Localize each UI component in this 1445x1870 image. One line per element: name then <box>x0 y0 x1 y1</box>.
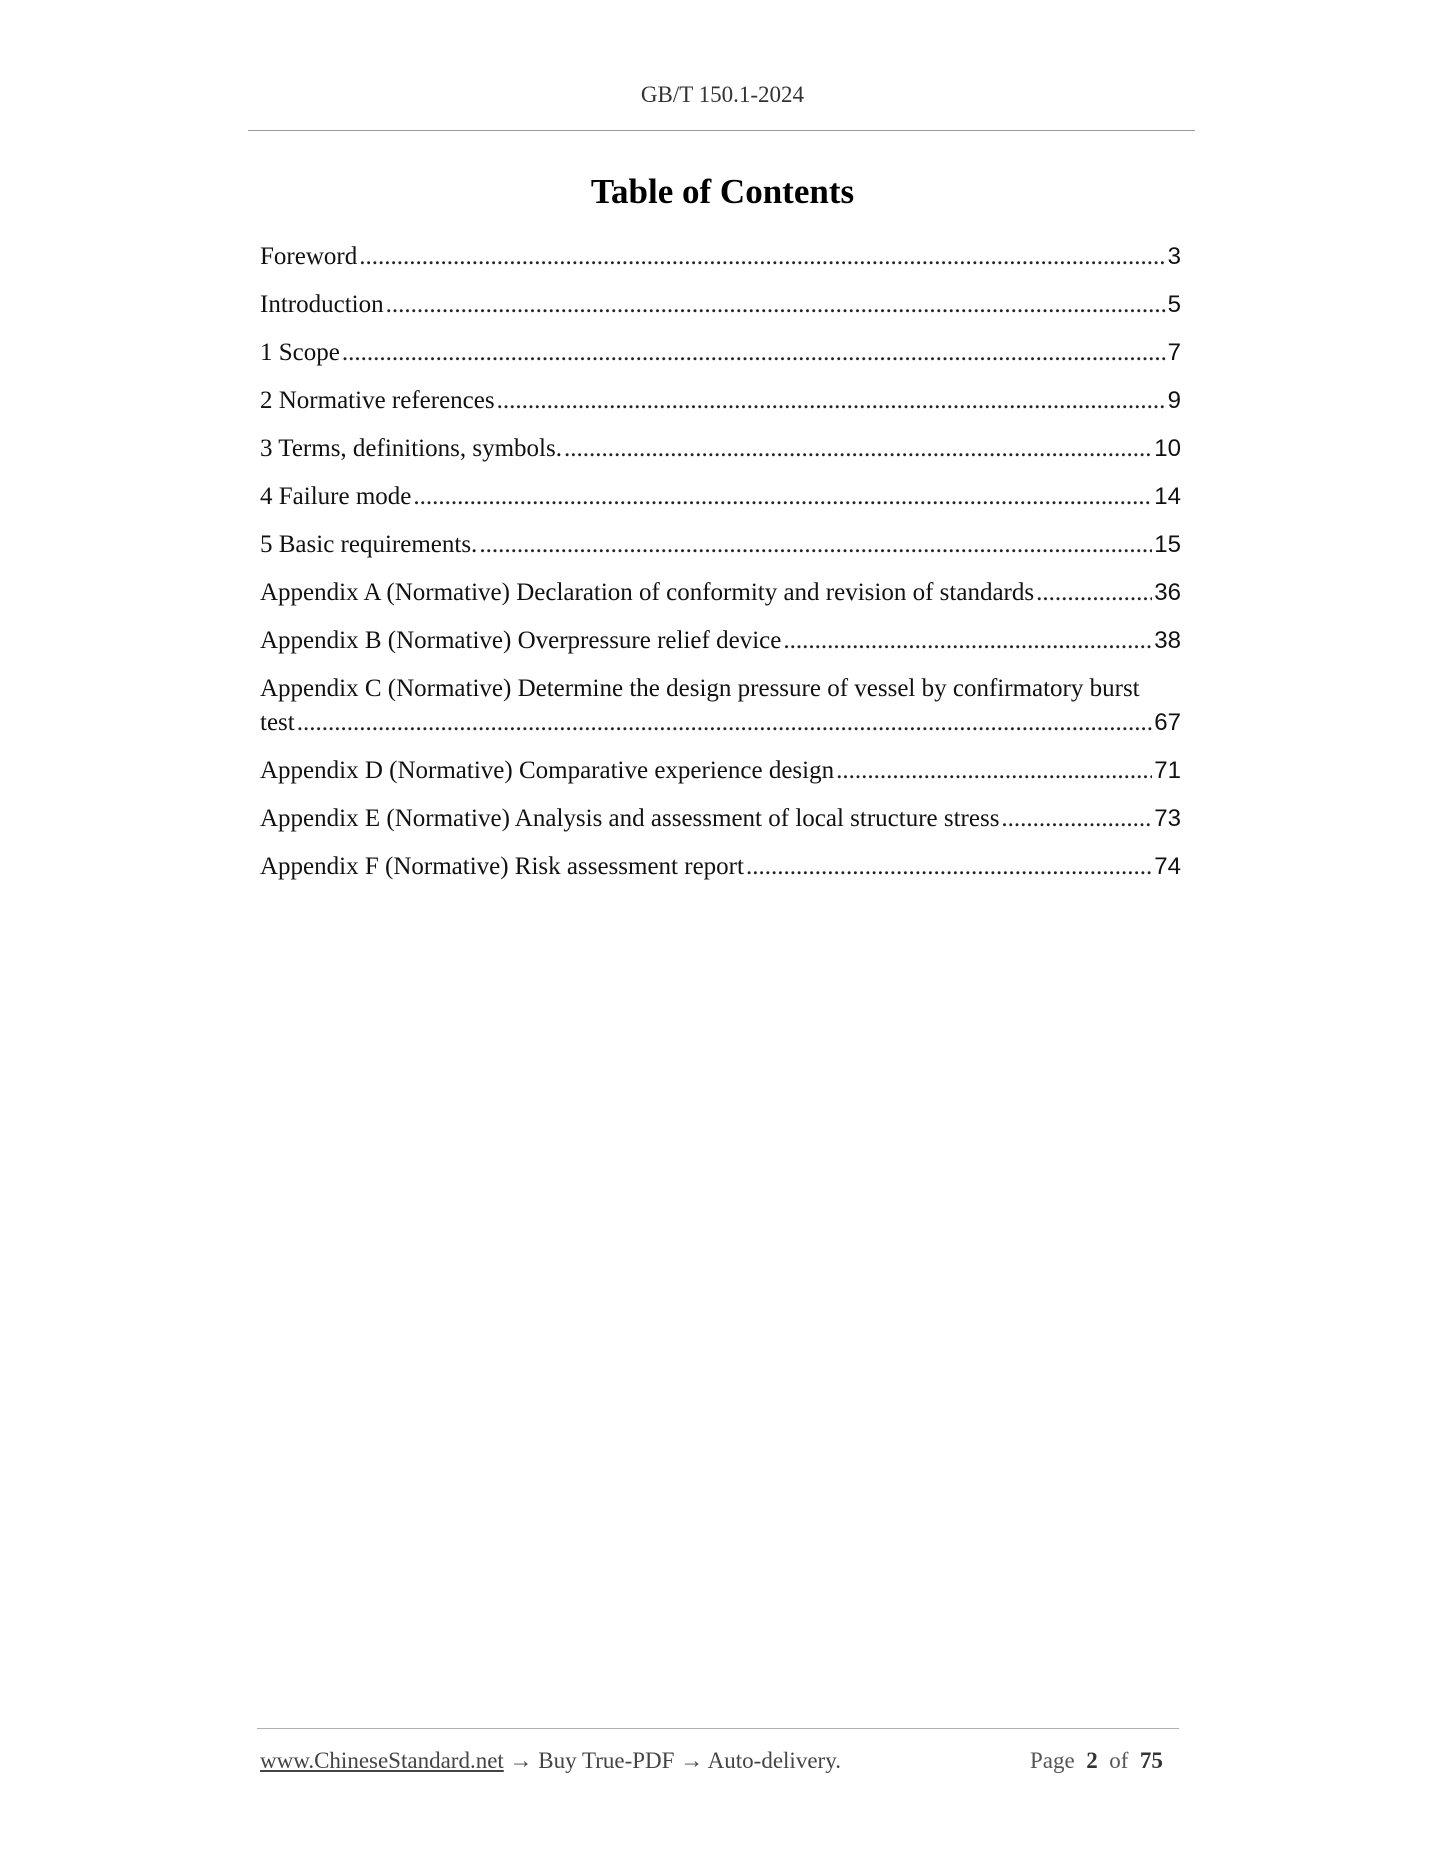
toc-dot-leader <box>1036 576 1152 610</box>
toc-dot-leader <box>497 384 1166 418</box>
toc-entry-label: 5 Basic requirements. <box>260 531 478 558</box>
toc-entry-label: Appendix A (Normative) Declaration of conformity and revision of standards <box>260 579 1035 606</box>
toc-dot-leader <box>836 754 1152 788</box>
toc-entry-label: Appendix B (Normative) Overpressure relief device <box>260 627 782 654</box>
toc-entry-page: 38 <box>1154 627 1181 654</box>
toc-dot-leader <box>413 480 1152 514</box>
toc-entry-foreword[interactable] <box>260 240 1181 274</box>
toc-title: Table of Contents <box>590 172 855 211</box>
footer-delivery-text: Auto-delivery. <box>707 1748 841 1773</box>
toc-list <box>260 240 1181 898</box>
header-divider <box>248 130 1195 131</box>
toc-entry-page: 14 <box>1154 483 1181 510</box>
toc-entry-introduction[interactable] <box>260 288 1181 322</box>
toc-entry-label: 3 Terms, definitions, symbols. <box>260 435 562 462</box>
toc-dot-leader <box>564 432 1152 466</box>
toc-entry-appendix-c[interactable] <box>260 672 1181 740</box>
toc-entry-label-line1: Appendix C (Normative) Determine the design pressure of vessel by confirmatory burst <box>260 675 1140 702</box>
toc-entry-label: 4 Failure mode <box>260 483 412 510</box>
toc-entry-page: 3 <box>1167 243 1181 270</box>
toc-entry-page: 71 <box>1154 757 1181 784</box>
toc-entry-label: Foreword <box>260 243 358 270</box>
toc-dot-leader <box>342 336 1166 370</box>
toc-entry-label: Introduction <box>260 291 384 318</box>
toc-entry-page: 67 <box>1154 709 1181 736</box>
toc-dot-leader <box>359 240 1165 274</box>
toc-entry-page: 73 <box>1154 805 1181 832</box>
page-of: of <box>1109 1748 1129 1773</box>
toc-dot-leader <box>479 528 1152 562</box>
toc-entry-scope[interactable] <box>260 336 1181 370</box>
toc-entry-basic-requirements[interactable] <box>260 528 1181 562</box>
toc-entry-appendix-d[interactable] <box>260 754 1181 788</box>
toc-entry-label: Appendix F (Normative) Risk assessment report <box>260 853 744 880</box>
toc-entry-page: 15 <box>1154 531 1181 558</box>
page-current: 2 <box>1086 1748 1098 1773</box>
toc-entry-page: 10 <box>1154 435 1181 462</box>
footer-buy-text: Buy True-PDF <box>538 1748 675 1773</box>
toc-entry-label-line2: test <box>260 709 295 736</box>
footer-divider <box>257 1728 1179 1729</box>
page-total: 75 <box>1139 1748 1163 1773</box>
page-label: Page <box>1030 1748 1075 1773</box>
arrow-right-icon: → <box>680 1748 704 1773</box>
toc-entry-appendix-e[interactable] <box>260 802 1181 836</box>
toc-entry-terms-definitions[interactable] <box>260 432 1181 466</box>
toc-entry-failure-mode[interactable] <box>260 480 1181 514</box>
toc-dot-leader <box>783 624 1152 658</box>
toc-entry-label: Appendix D (Normative) Comparative experience design <box>260 757 835 784</box>
toc-entry-normative-references[interactable] <box>260 384 1181 418</box>
toc-dot-leader <box>746 850 1152 884</box>
toc-entry-page: 74 <box>1154 853 1181 880</box>
toc-entry-label: 1 Scope <box>260 339 340 366</box>
toc-entry-label: Appendix E (Normative) Analysis and assessment of local structure stress <box>260 805 1000 832</box>
toc-dot-leader <box>1001 802 1152 836</box>
footer-promo <box>260 1748 841 1774</box>
toc-dot-leader <box>386 288 1166 322</box>
toc-entry-appendix-a[interactable] <box>260 576 1181 610</box>
page-header-doc-id: GB/T 150.1-2024 <box>640 82 805 107</box>
toc-entry-appendix-b[interactable] <box>260 624 1181 658</box>
footer-website-link[interactable]: www.ChineseStandard.net <box>260 1748 504 1773</box>
toc-entry-page: 7 <box>1167 339 1181 366</box>
toc-entry-page: 36 <box>1154 579 1181 606</box>
toc-dot-leader <box>297 706 1153 740</box>
arrow-right-icon: → <box>509 1748 533 1773</box>
footer-page-number <box>1030 1748 1163 1774</box>
toc-entry-appendix-f[interactable] <box>260 850 1181 884</box>
toc-entry-label: 2 Normative references <box>260 387 495 414</box>
toc-entry-page: 5 <box>1167 291 1181 318</box>
toc-entry-page: 9 <box>1167 387 1181 414</box>
